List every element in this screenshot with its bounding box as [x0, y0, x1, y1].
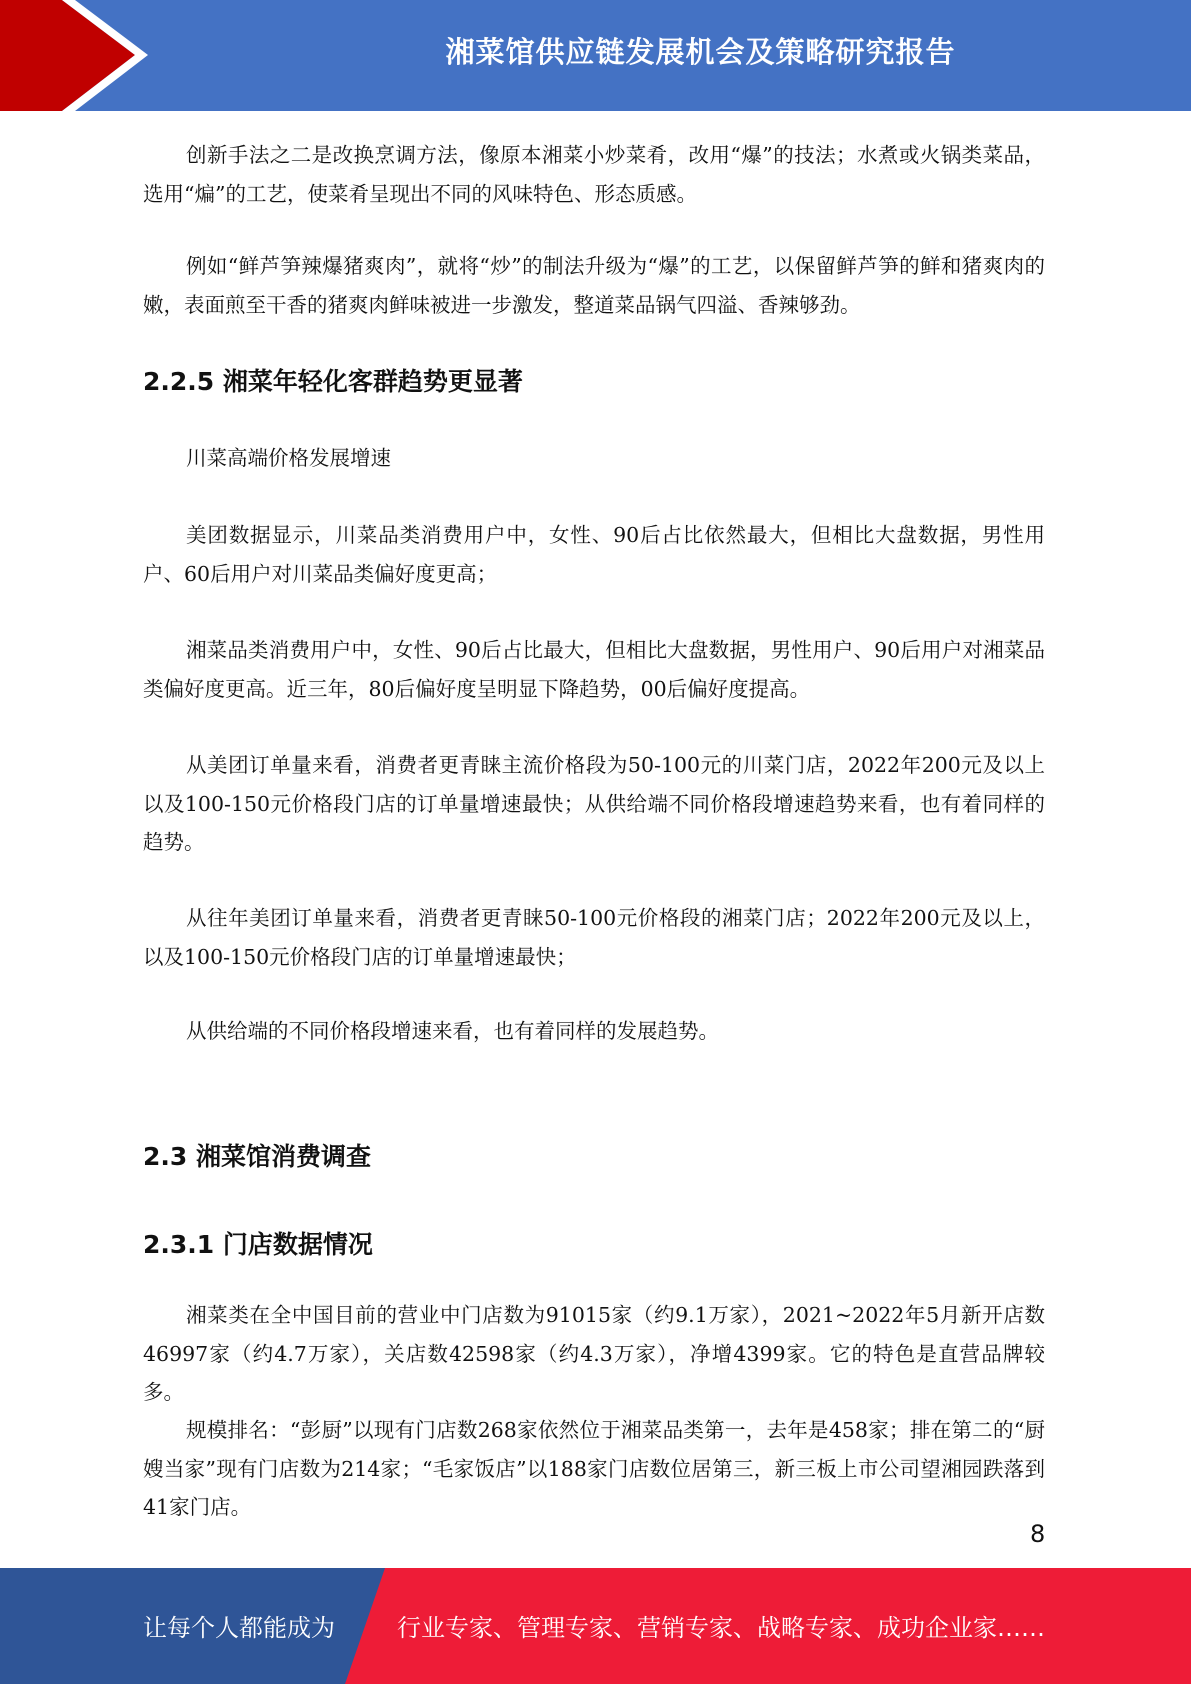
section-heading: 2.2.5 湘菜年轻化客群趋势更显著 [143, 367, 523, 396]
paragraph: 从往年美团订单量来看，消费者更青睐50-100元价格段的湘菜门店；2022年200元及以上，以及100-150元价格段门店的订单量增速最快； [143, 906, 1045, 969]
paragraph: 创新手法之二是改换烹调方法，像原本湘菜小炒菜肴，改用“爆”的技法；水煮或火锅类菜品，选用“煸”的工艺，使菜肴呈现出不同的风味特色、形态质感。 [143, 143, 1045, 206]
paragraph: 湘菜类在全中国目前的营业中门店数为91015家（约9.1万家），2021~2022年5月新开店数46997家（约4.7万家），关店数42598家（约4.3万家），净增4399家。它的特色是直营品牌较多。 [143, 1303, 1045, 1404]
footer-slogan-right: 行业专家、管理专家、营销专家、战略专家、成功企业家…… [397, 1614, 1045, 1642]
footer-slogan-left: 让每个人都能成为 [143, 1614, 335, 1642]
paragraph: 湘菜品类消费用户中，女性、90后占比最大，但相比大盘数据，男性用户、90后用户对湘菜品类偏好度更高。近三年，80后偏好度呈明显下降趋势，00后偏好度提高。 [143, 638, 1045, 701]
section-heading: 2.3 湘菜馆消费调查 [143, 1142, 371, 1171]
page-number: 8 [1030, 1520, 1046, 1548]
page-header [0, 0, 1191, 111]
paragraph: 美团数据显示，川菜品类消费用户中，女性、90后占比依然最大，但相比大盘数据，男性用户、60后用户对川菜品类偏好度更高； [143, 523, 1045, 586]
paragraph: 规模排名：“彭厨”以现有门店数268家依然位于湘菜品类第一，去年是458家；排在第二的“厨嫂当家”现有门店数为214家；“毛家饭店”以188家门店数位居第三，新三板上市公司望湘园跌落到41家门店。 [143, 1418, 1045, 1519]
section-heading: 2.3.1 门店数据情况 [143, 1230, 373, 1259]
report-title: 湘菜馆供应链发展机会及策略研究报告 [445, 35, 956, 69]
header-chevron-decoration [0, 0, 160, 111]
paragraph: 川菜高端价格发展增速 [186, 446, 391, 470]
paragraph: 例如“鲜芦笋辣爆猪爽肉”，就将“炒”的制法升级为“爆”的工艺，以保留鲜芦笋的鲜和猪爽肉的嫩，表面煎至干香的猪爽肉鲜味被进一步激发，整道菜品锅气四溢、香辣够劲。 [143, 254, 1045, 317]
paragraph: 从美团订单量来看，消费者更青睐主流价格段为50-100元的川菜门店，2022年200元及以上以及100-150元价格段门店的订单量增速最快；从供给端不同价格段增速趋势来看，也有着同样的趋势。 [143, 753, 1045, 854]
page-footer [0, 1568, 1191, 1684]
paragraph: 从供给端的不同价格段增速来看，也有着同样的发展趋势。 [186, 1019, 719, 1043]
